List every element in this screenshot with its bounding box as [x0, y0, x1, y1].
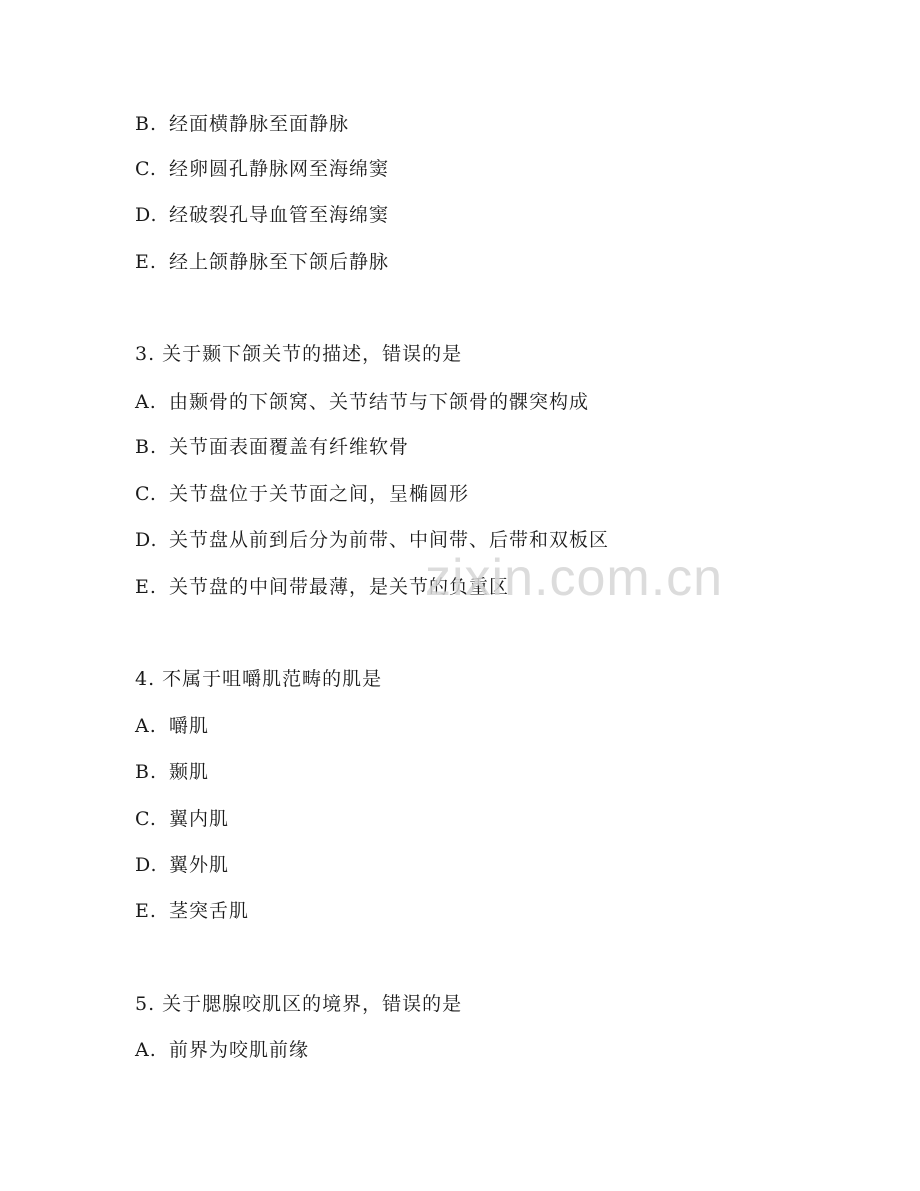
q4-option-e	[135, 899, 249, 923]
option-text: 关节盘的中间带最薄，是关节的负重区	[169, 576, 510, 598]
q3-option-a	[135, 390, 589, 414]
option-text: 关节面表面覆盖有纤维软骨	[169, 436, 410, 458]
q4-stem: 4. 不属于咀嚼肌范畴的肌是	[135, 668, 383, 690]
option-label: C.	[135, 158, 157, 180]
option-label: D.	[135, 529, 158, 551]
option-label: E.	[135, 576, 157, 598]
option-text: 翼外肌	[169, 854, 230, 876]
q2-option-d	[135, 203, 389, 227]
q4-option-d	[135, 853, 229, 877]
option-label: A.	[135, 391, 157, 413]
q2-option-c	[135, 157, 389, 181]
option-label: B.	[135, 436, 158, 458]
watermark: zixin.com.cn	[425, 549, 724, 607]
option-label: E.	[135, 900, 157, 922]
option-text: 经卵圆孔静脉网至海绵窦	[169, 158, 390, 180]
option-text: 关节盘位于关节面之间，呈椭圆形	[169, 483, 470, 505]
option-text: 前界为咬肌前缘	[169, 1039, 310, 1061]
q3-option-b	[135, 435, 409, 459]
q5-option-a	[135, 1038, 309, 1062]
q2-option-e	[135, 250, 389, 274]
option-text: 经面横静脉至面静脉	[169, 113, 350, 135]
option-label: C.	[135, 483, 157, 505]
option-text: 由颞骨的下颌窝、关节结节与下颌骨的髁突构成	[169, 391, 590, 413]
option-label: A.	[135, 715, 157, 737]
option-label: C.	[135, 808, 157, 830]
option-text: 翼内肌	[169, 808, 230, 830]
q4-option-a	[135, 714, 209, 738]
q2-option-b	[135, 112, 349, 136]
q4-option-c	[135, 807, 229, 831]
option-label: E.	[135, 251, 157, 273]
option-label: D.	[135, 854, 158, 876]
option-text: 关节盘从前到后分为前带、中间带、后带和双板区	[169, 529, 610, 551]
option-text: 嚼肌	[169, 715, 210, 737]
q3-stem: 3. 关于颞下颌关节的描述，错误的是	[135, 343, 463, 365]
option-label: D.	[135, 204, 158, 226]
option-text: 颞肌	[169, 761, 210, 783]
option-label: B.	[135, 113, 158, 135]
q4-option-b	[135, 760, 209, 784]
q3-option-c	[135, 482, 469, 506]
option-text: 茎突舌肌	[169, 900, 250, 922]
option-text: 经上颌静脉至下颌后静脉	[169, 251, 390, 273]
option-text: 经破裂孔导血管至海绵窦	[169, 204, 390, 226]
option-label: B.	[135, 761, 158, 783]
option-label: A.	[135, 1039, 157, 1061]
q5-stem: 5. 关于腮腺咬肌区的境界，错误的是	[135, 993, 463, 1015]
